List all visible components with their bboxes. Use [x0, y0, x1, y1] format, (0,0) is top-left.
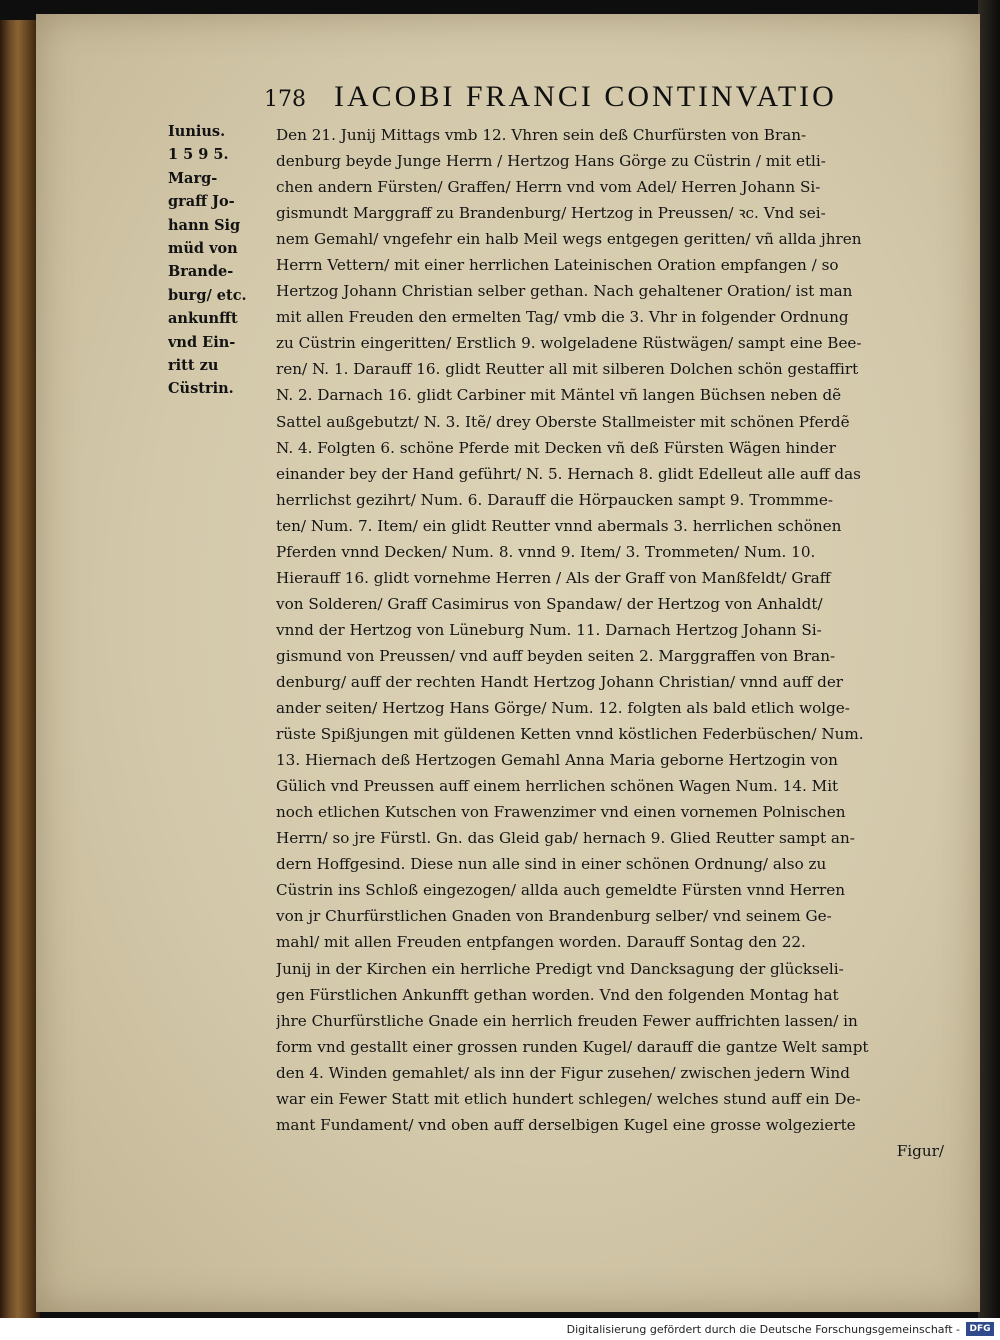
text-line: chen andern Fürsten/ Graffen/ Herrn vnd vom Adel/ Herren Johann Si- [276, 178, 821, 197]
marginal-line: müd von [168, 240, 238, 258]
text-line: zu Cüstrin eingeritten/ Erstlich 9. wolgeladene Rüstwägen/ sampt eine Bee- [276, 334, 862, 353]
text-line: denburg/ auff der rechten Handt Hertzog Johann Christian/ vnnd auff der [276, 672, 844, 691]
text-line: Pferden vnnd Decken/ Num. 8. vnnd 9. Item/ 3. Trommeten/ Num. 10. [276, 542, 816, 561]
text-line: N. 2. Darnach 16. glidt Carbiner mit Mäntel vñ langen Büchsen neben dẽ [276, 386, 842, 405]
marginal-line: ritt zu [168, 357, 219, 375]
marginal-note [168, 120, 264, 401]
marginal-line: Cüstrin. [168, 380, 234, 398]
marginal-line: vnd Ein- [168, 333, 236, 351]
marginal-line: Iunius. [168, 123, 226, 140]
book-right-edge [978, 0, 1000, 1320]
text-line: herrlichst gezihrt/ Num. 6. Darauff die Hörpaucken sampt 9. Trommme- [276, 490, 834, 509]
book-spine-edge [0, 20, 40, 1320]
text-line: Herrn/ so jre Fürstl. Gn. das Gleid gab/ hernach 9. Glied Reutter sampt an- [276, 829, 855, 848]
dfg-logo-icon: DFG [966, 1322, 994, 1336]
marginal-line: burg/ etc. [168, 286, 247, 304]
catchword: Figur/ [896, 1141, 944, 1160]
text-line: ten/ Num. 7. Item/ ein glidt Reutter vnnd abermals 3. herrlichen schönen [276, 516, 842, 535]
funding-credit: Digitalisierung gefördert durch die Deutsche Forschungsgemeinschaft - [566, 1322, 960, 1336]
text-line: Hertzog Johann Christian selber gethan. Nach gehaltener Oration/ ist man [276, 282, 853, 301]
text-line: ren/ N. 1. Darauff 16. glidt Reutter all mit silberen Dolchen schön gestaffirt [276, 360, 859, 379]
text-line: vnnd der Hertzog von Lüneburg Num. 11. Darnach Hertzog Johann Si- [276, 620, 822, 639]
text-line: gismundt Marggraff zu Brandenburg/ Hertzog in Preussen/ ꝛc. Vnd sei- [276, 204, 826, 223]
text-line: Junij in der Kirchen ein herrliche Predigt vnd Dancksagung der glückseli- [276, 959, 844, 978]
body-text [276, 122, 944, 1164]
text-line: den 4. Winden gemahlet/ als inn der Figur zusehen/ zwischen jedern Wind [276, 1063, 850, 1082]
text-line: Gülich vnd Preussen auff einem herrlichen schönen Wagen Num. 14. Mit [276, 777, 839, 796]
page-number: 178 [264, 87, 306, 112]
marginal-line: hann Sig [168, 216, 241, 234]
text-line: noch etlichen Kutschen von Frawenzimer vnd einen vornemen Polnischen [276, 803, 846, 822]
text-line: gismund von Preussen/ vnd auff beyden seiten 2. Marggraffen von Bran- [276, 646, 836, 665]
text-line: mant Fundament/ vnd oben auff derselbigen Kugel eine grosse wolgezierte [276, 1115, 856, 1134]
marginal-line: graff Jo- [168, 193, 235, 211]
text-line: form vnd gestallt einer grossen runden Kugel/ darauff die gantze Welt sampt [276, 1037, 869, 1056]
text-line: Cüstrin ins Schloß eingezogen/ allda auch gemeldte Fürsten vnnd Herren [276, 881, 846, 900]
text-line: jhre Churfürstliche Gnade ein herrlich freuden Fewer auffrichten lassen/ in [276, 1011, 858, 1030]
text-line: N. 4. Folgten 6. schöne Pferde mit Decken vñ deß Fürsten Wägen hinder [276, 438, 836, 457]
marginal-line: Marg- [168, 169, 218, 187]
text-line: 13. Hiernach deß Hertzogen Gemahl Anna Maria geborne Hertzogin von [276, 751, 838, 770]
text-line: Sattel außgebutzt/ N. 3. Itẽ/ drey Oberste Stallmeister mit schönen Pferdẽ [276, 412, 850, 431]
text-line: von jr Churfürstlichen Gnaden von Brandenburg selber/ vnd seinem Ge- [276, 907, 832, 926]
text-line: denburg beyde Junge Herrn / Hertzog Hans Görge zu Cüstrin / mit etli- [276, 152, 826, 171]
marginal-line: Brande- [168, 263, 234, 281]
text-line: rüste Spißjungen mit güldenen Ketten vnnd köstlichen Federbüschen/ Num. [276, 725, 864, 744]
text-line: Hierauff 16. glidt vornehme Herren / Als der Graff von Manßfeldt/ Graff [276, 568, 831, 587]
text-line: dern Hoffgesind. Diese nun alle sind in einer schönen Ordnung/ also zu [276, 855, 827, 874]
text-line: Den 21. Junij Mittags vmb 12. Vhren sein deß Churfürsten von Bran- [276, 126, 807, 144]
text-line: gen Fürstlichen Ankunfft gethan worden. Vnd den folgenden Montag hat [276, 985, 839, 1004]
text-line: war ein Fewer Statt mit etlich hundert schlegen/ welches stund auff ein De- [276, 1089, 861, 1108]
marginal-line: 1 5 9 5. [168, 146, 229, 164]
text-line: Herrn Vettern/ mit einer herrlichen Lateinischen Oration empfangen / so [276, 256, 839, 275]
running-title: IACOBI FRANCI CONTINVATIO [334, 80, 837, 113]
text-line: mit allen Freuden den ermelten Tag/ vmb die 3. Vhr in folgender Ordnung [276, 308, 849, 327]
text-line: von Solderen/ Graff Casimirus von Spandaw/ der Hertzog von Anhaldt/ [276, 594, 823, 613]
marginal-line: ankunfft [168, 310, 238, 328]
digitization-footer [0, 1318, 1000, 1340]
text-line: nem Gemahl/ vngefehr ein halb Meil wegs entgegen geritten/ vñ allda jhren [276, 230, 862, 249]
text-line: ander seiten/ Hertzog Hans Görge/ Num. 12. folgten als bald etlich wolge- [276, 699, 850, 718]
page-header [264, 80, 884, 120]
text-line: einander bey der Hand geführt/ N. 5. Hernach 8. glidt Edelleut alle auff das [276, 464, 861, 483]
text-line: mahl/ mit allen Freuden entpfangen worden. Darauff Sontag den 22. [276, 933, 806, 952]
